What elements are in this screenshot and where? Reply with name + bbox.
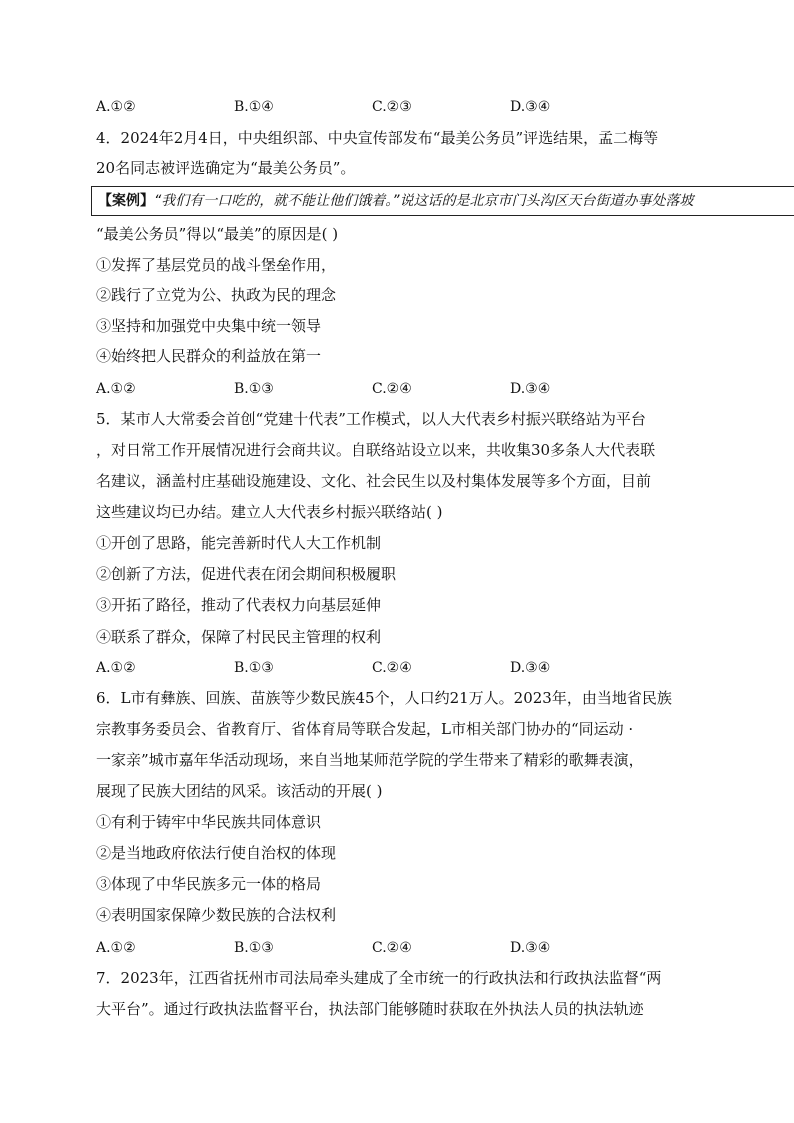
q3-options (96, 97, 656, 117)
q4-option-b: B.①③ (234, 381, 274, 397)
case-box (91, 186, 794, 216)
q7-stem-line-2: 大平台”。通过行政执法监督平台，执法部门能够随时获取在外执法人员的执法轨迹 (96, 1000, 644, 1018)
q3-option-d: D.③④ (510, 99, 551, 115)
q6-option-c: C.②④ (372, 940, 412, 956)
q6-statement-3: ③体现了中华民族多元一体的格局 (96, 875, 322, 893)
q6-stem-line-1: 6．L市有彝族、回族、苗族等少数民族45个，人口约21万人。2023年，由当地省民族 (96, 689, 672, 707)
q7-stem-line-1: 7．2023年，江西省抚州市司法局牵头建成了全市统一的行政执法和行政执法监督“两 (96, 969, 662, 987)
q5-stem-line-1: 5．某市人大常委会首创“党建十代表”工作模式，以人大代表乡村振兴联络站为平台 (96, 410, 646, 428)
q4-option-c: C.②④ (372, 381, 412, 397)
q5-options (96, 658, 656, 678)
q4-statement-2: ②践行了立党为公、执政为民的理念 (96, 286, 337, 304)
q5-statement-4: ④联系了群众，保障了村民民主管理的权利 (96, 628, 382, 646)
q5-option-c: C.②④ (372, 660, 412, 676)
q3-option-a: A.①② (96, 99, 136, 115)
q5-stem-line-4: 这些建议均已办结。建立人大代表乡村振兴联络站( ) (96, 503, 443, 521)
case-content: “我们有一口吃的，就不能让他们饿着。”说这话的是北京市门头沟区天台街道办事处落坡 (154, 193, 694, 209)
q6-statement-2: ②是当地政府依法行使自治权的体现 (96, 844, 337, 862)
q4-statement-1: ①发挥了基层党员的战斗堡垒作用， (96, 256, 337, 274)
q4-stem-line-1: 4．2024年2月4日，中央组织部、中央宣传部发布“最美公务员”评选结果，孟二梅等 (96, 129, 659, 147)
q4-options (96, 379, 656, 399)
q4-option-d: D.③④ (510, 381, 551, 397)
q6-statement-1: ①有利于铸牢中华民族共同体意识 (96, 813, 322, 831)
q4-question: “最美公务员”得以“最美”的原因是( ) (96, 225, 339, 243)
q5-option-b: B.①③ (234, 660, 274, 676)
q5-statement-3: ③开拓了路径，推动了代表权力向基层延伸 (96, 596, 382, 614)
q6-stem-line-4: 展现了民族大团结的风采。该活动的开展( ) (96, 782, 383, 800)
q6-option-a: A.①② (96, 940, 136, 956)
q5-option-a: A.①② (96, 660, 136, 676)
q5-stem-line-2: ，对日常工作开展情况进行会商共议。自联络站设立以来，共收集30多条人大代表联 (96, 441, 656, 459)
case-label: 【案例】 (98, 193, 154, 209)
q5-statement-1: ①开创了思路，能完善新时代人大工作机制 (96, 534, 382, 552)
q3-option-c: C.②③ (372, 99, 412, 115)
q4-option-a: A.①② (96, 381, 136, 397)
q4-stem-line-2: 20名同志被评选确定为“最美公务员”。 (96, 159, 356, 177)
q4-statement-3: ③坚持和加强党中央集中统一领导 (96, 317, 322, 335)
q6-statement-4: ④表明国家保障少数民族的合法权利 (96, 906, 337, 924)
q6-option-d: D.③④ (510, 940, 551, 956)
q5-option-d: D.③④ (510, 660, 551, 676)
q5-stem-line-3: 名建议，涵盖村庄基础设施建设、文化、社会民生以及村集体发展等多个方面，目前 (96, 472, 652, 490)
q3-option-b: B.①④ (234, 99, 274, 115)
q6-option-b: B.①③ (234, 940, 274, 956)
q6-stem-line-2: 宗教事务委员会、省教育厅、省体育局等联合发起，L市相关部门协办的“同运动 · (96, 720, 634, 738)
q4-statement-4: ④始终把人民群众的利益放在第一 (96, 347, 322, 365)
case-text (98, 191, 694, 211)
q6-stem-line-3: 一家亲”城市嘉年华活动现场，来自当地某师范学院的学生带来了精彩的歌舞表演， (96, 751, 644, 769)
q5-statement-2: ②创新了方法，促进代表在闭会期间积极履职 (96, 565, 397, 583)
q6-options (96, 938, 656, 958)
